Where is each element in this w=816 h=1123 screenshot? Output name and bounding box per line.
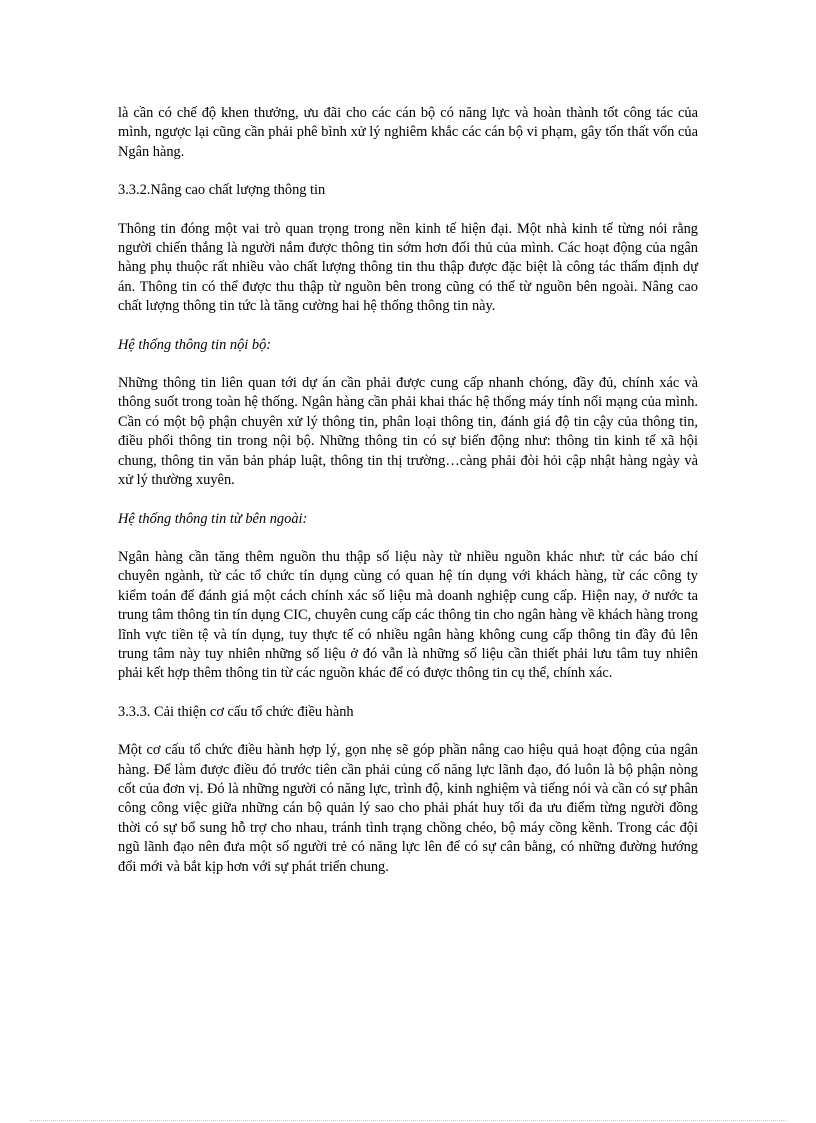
spacer	[118, 684, 698, 703]
section-heading-3-3-2: 3.3.2.Nâng cao chất lượng thông tin	[118, 182, 326, 199]
page-bottom-border	[30, 1120, 786, 1121]
document-page	[118, 104, 698, 877]
spacer	[118, 317, 698, 336]
intro-paragraph: là cần có chế độ khen thưởng, ưu đãi cho các cán bộ có năng lực và hoàn thành tốt công tác của mình, ngược lại cũng cần phải phê bình xử lý nghiêm khắc các cán bộ vi phạm, gây tổn thất vốn của Ngân hàng.	[118, 105, 698, 160]
spacer	[118, 162, 698, 181]
external-info-heading: Hệ thống thông tin từ bên ngoài:	[118, 510, 308, 527]
internal-info-heading: Hệ thống thông tin nội bộ:	[118, 336, 272, 353]
spacer	[118, 491, 698, 510]
internal-info-paragraph: Những thông tin liên quan tới dự án cần phải được cung cấp nhanh chóng, đầy đủ, chính xác và thông suốt trong toàn hệ thống. Ngân hàng cần phải khai thác hệ thống máy tính nối mạng của mình. Cần có một bộ phận chuyên xử lý thông tin, phân loại thông tin, đánh giá độ tin cậy của thông tin, điều phối thông tin trong nội bộ. Những thông tin có sự biến động như: thông tin kinh tế xã hội chung, thông tin văn bản pháp luật, thông tin thị trường…càng phải đòi hỏi cập nhật hàng ngày và xử lý thường xuyên.	[118, 375, 698, 489]
section-3-3-2-paragraph: Thông tin đóng một vai trò quan trọng trong nền kinh tế hiện đại. Một nhà kinh tế từng nói rằng người chiến thắng là người nắm được thông tin sớm hơn đối thủ của mình. Các hoạt động của ngân hàng phụ thuộc rất nhiều vào chất lượng thông tin thu thập được đặc biệt là công tác thẩm định dự án. Thông tin có thể được thu thập từ nguồn bên trong cũng có thể từ nguồn bên ngoài. Nâng cao chất lượng thông tin tức là tăng cường hai hệ thống thông tin này.	[118, 220, 698, 315]
section-heading-3-3-3: 3.3.3. Cải thiện cơ cấu tổ chức điều hành	[118, 703, 354, 720]
external-info-paragraph: Ngân hàng cần tăng thêm nguồn thu thập số liệu này từ nhiều nguồn khác như: từ các báo chí chuyên ngành, từ các tổ chức tín dụng cùng có quan hệ tín dụng với khách hàng, từ các công ty kiểm toán để đánh giá một cách chính xác số liệu mà doanh nghiệp cung cấp. Hiện nay, ở nước ta trung tâm thông tin tín dụng CIC, chuyên cung cấp các thông tin cho ngân hàng về khách hàng trong lĩnh vực tiền tệ và tín dụng, tuy thực tế có nhiều ngân hàng không cung cấp thông tin đầy đủ lên trung tâm này tuy nhiên những số liệu ở đó vẫn là những số liệu cần thiết phải lưu tâm tuy nhiên phải kết hợp thêm thông tin từ các nguồn khác để có được thông tin cụ thể, chính xác.	[118, 548, 698, 682]
section-3-3-3-paragraph: Một cơ cấu tổ chức điều hành hợp lý, gọn nhẹ sẽ góp phần nâng cao hiệu quả hoạt động của ngân hàng. Để làm được điều đó trước tiên cần phải củng cố năng lực lãnh đạo, đó luôn là bộ phận nòng cốt của đơn vị. Đó là những người có năng lực, trình độ, kinh nghiệm và tiếng nói và cần có sự phân công công việc giữa những cán bộ quản lý sao cho phải phát huy tối đa ưu điểm từng người đồng thời có sự bổ sung hỗ trợ cho nhau, tránh tình trạng chồng chéo, bộ máy cồng kềnh. Trong các đội ngũ lãnh đạo nên đưa một số người trẻ có năng lực lên để có sự cân bằng, có những đường hướng đổi mới và bắt kịp hơn với sự phát triển chung.	[118, 742, 698, 875]
spacer	[118, 201, 698, 220]
spacer	[118, 355, 698, 374]
spacer	[118, 722, 698, 741]
spacer	[118, 529, 698, 548]
